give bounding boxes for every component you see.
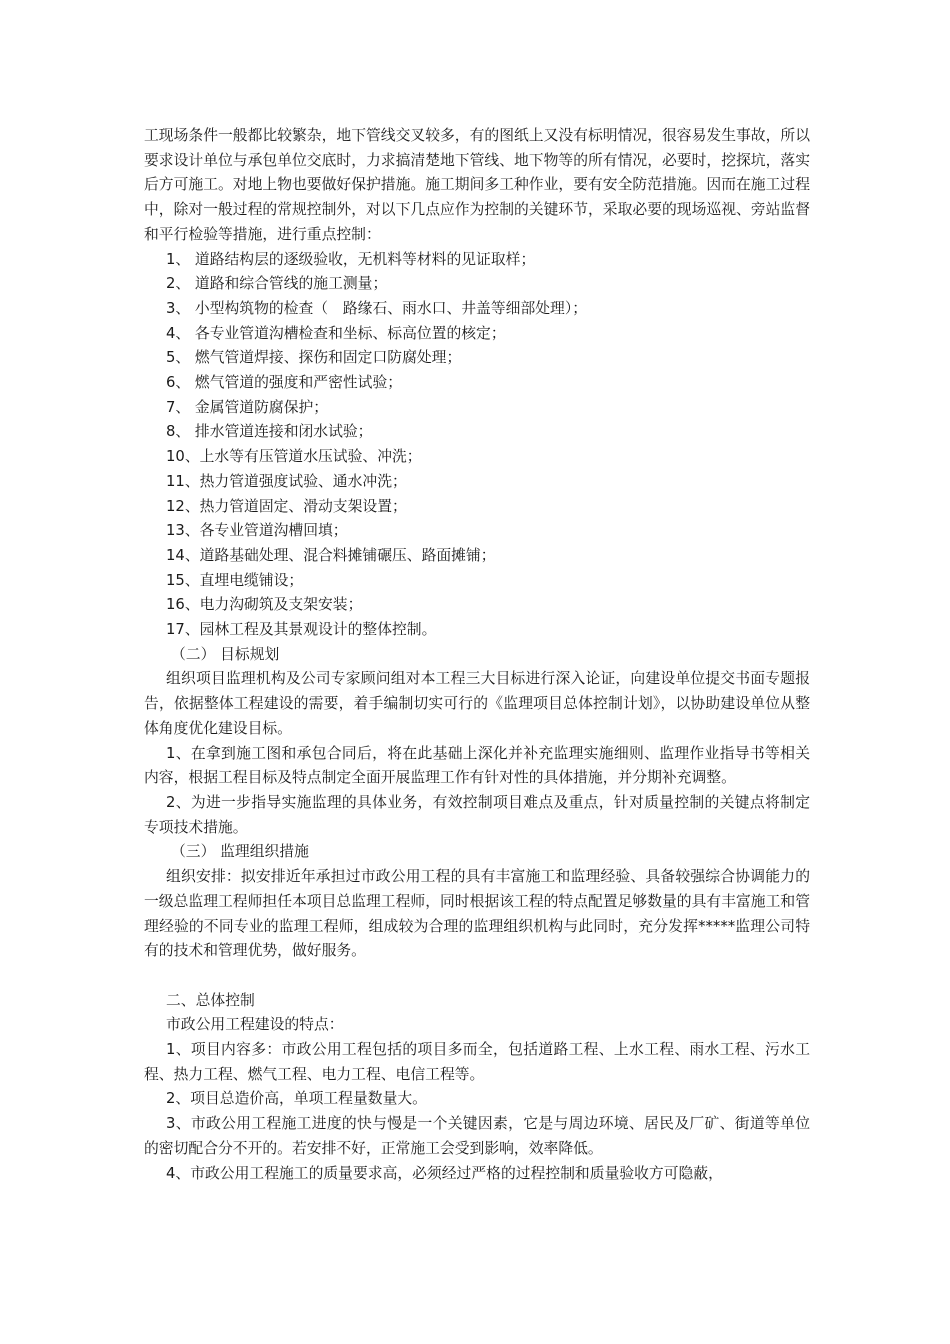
list-item: 12、热力管道固定、滑动支架设置； (166, 497, 407, 515)
document-page (144, 124, 810, 1186)
list-item: 6、 燃气管道的强度和严密性试验； (166, 374, 403, 392)
section-heading-target-planning: （二） 目标规划 (171, 645, 280, 663)
list-item: 16、电力沟砌筑及支架安装； (166, 596, 363, 614)
paragraph: 4、市政公用工程施工的质量要求高，必须经过严格的过程控制和质量验收方可隐蔽， (166, 1164, 723, 1182)
list-item: 3、 小型构筑物的检查（ 路缘石、雨水口、井盖等细部处理）； (166, 299, 588, 317)
list-item: 4、 各专业管道沟槽检查和坐标、标高位置的核定； (166, 324, 506, 342)
list-item: 5、 燃气管道焊接、探伤和固定口防腐处理； (166, 349, 462, 367)
list-item: 7、 金属管道防腐保护； (166, 398, 329, 416)
list-item: 15、直埋电缆铺设； (166, 571, 304, 589)
list-item: 2、 道路和综合管线的施工测量； (166, 275, 388, 293)
list-item: 13、各专业管道沟槽回填； (166, 522, 348, 540)
paragraph: 3、市政公用工程施工进度的快与慢是一个关键因素，它是与周边环境、居民及厂矿、街道等单位的密切配合分不开的。若安排不好，正常施工会受到影响，效率降低。 (144, 1115, 810, 1157)
paragraph: 组织安排：拟安排近年承担过市政公用工程的具有丰富施工和监理经验、具备较强综合协调能力的一级总监理工程师担任本项目总监理工程师，同时根据该工程的特点配置足够数量的具有丰富施工和管理经验的不同专业的监理工程师，组成较为合理的监理组织机构与此同时，充分发挥*****监理公司特有的技术和管理优势，做好服务。 (144, 868, 810, 960)
list-item: 17、园林工程及其景观设计的整体控制。 (166, 621, 437, 639)
paragraph: 2、项目总造价高，单项工程量数量大。 (166, 1090, 427, 1108)
list-item: 10、上水等有压管道水压试验、冲洗； (166, 448, 422, 466)
list-item: 14、道路基础处理、混合料摊铺碾压、路面摊铺； (166, 546, 496, 564)
blank-line (144, 964, 810, 989)
list-item: 8、 排水管道连接和闭水试验； (166, 423, 373, 441)
paragraph: 市政公用工程建设的特点： (166, 1016, 344, 1034)
list-item: 1、 道路结构层的逐级验收，无机料等材料的见证取样； (166, 250, 536, 268)
paragraph: 1、项目内容多：市政公用工程包括的项目多而全，包括道路工程、上水工程、雨水工程、污水工程、热力工程、燃气工程、电力工程、电信工程等。 (144, 1041, 810, 1083)
paragraph: 1、在拿到施工图和承包合同后，将在此基础上深化并补充监理实施细则、监理作业指导书等相关内容，根据工程目标及特点制定全面开展监理工作有针对性的具体措施，并分期补充调整。 (144, 744, 810, 787)
list-item: 11、热力管道强度试验、通水冲洗； (166, 472, 407, 490)
section-heading-overall-control: 二、总体控制 (166, 991, 255, 1009)
section-heading-organization-measures: （三） 监理组织措施 (171, 843, 309, 861)
paragraph-intro: 工现场条件一般都比较繁杂，地下管线交叉较多，有的图纸上又没有标明情况，很容易发生事故，所以要求设计单位与承包单位交底时，力求搞清楚地下管线、地下物等的所有情况，必要时，挖探坑，落实后方可施工。对地上物也要做好保护措施。施工期间多工种作业，要有安全防范措施。因而在施工过程中，除对一般过程的常规控制外，对以下几点应作为控制的关键环节，采取必要的现场巡视、旁站监督和平行检验等措施，进行重点控制： (144, 127, 810, 243)
paragraph: 组织项目监理机构及公司专家顾问组对本工程三大目标进行深入论证，向建设单位提交书面专题报告，依据整体工程建设的需要，着手编制切实可行的《监理项目总体控制计划》，以协助建设单位从整体角度优化建设目标。 (144, 670, 810, 737)
paragraph: 2、为进一步指导实施监理的具体业务，有效控制项目难点及重点，针对质量控制的关键点将制定专项技术措施。 (144, 793, 810, 836)
